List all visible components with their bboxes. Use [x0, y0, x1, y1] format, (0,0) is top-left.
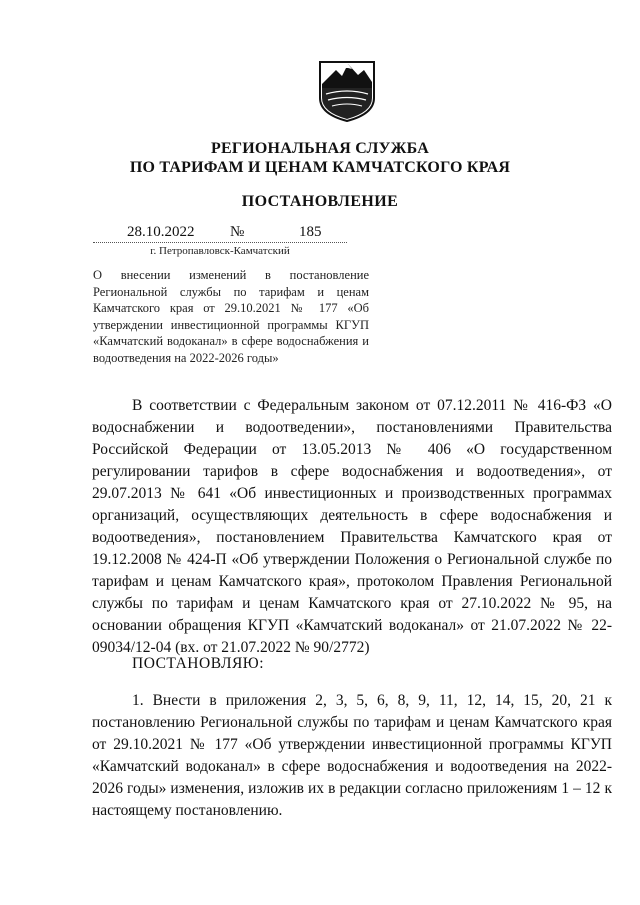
date-number-line: [93, 224, 347, 243]
document-number: 185: [299, 224, 322, 240]
item-1-paragraph: 1. Внести в приложения 2, 3, 5, 6, 8, 9, 11, 12, 14, 15, 20, 21 к постановлению Региональной службы по тарифам и ценам Камчатского края от 29.10.2021 № 177 «Об утверждении инвестиционной программы КГУП «Камчатский водоканал» в сфере водоснабжения и водоотведения на 2022-2026 годы» изменения, изложив их в редакции согласно приложениям 1 – 12 к настоящему постановлению.: [92, 692, 612, 819]
number-sign: №: [230, 224, 245, 240]
organization-name-line1: РЕГИОНАЛЬНАЯ СЛУЖБА: [211, 140, 429, 157]
organization-name-line2: ПО ТАРИФАМ И ЦЕНАМ КАМЧАТСКОГО КРАЯ: [129, 159, 511, 176]
document-subject: О внесении изменений в постановление Региональной службы по тарифам и ценам Камчатского края от 29.10.2021 № 177 «Об утверждении инвестиционной программы КГУП «Камчатский водоканал» в сфере водоснабжения и водоотведения на 2022-2026 годы»: [93, 268, 369, 365]
decree-heading: ПОСТАНОВЛЯЮ:: [132, 655, 265, 672]
preamble-paragraph: В соответствии с Федеральным законом от 07.12.2011 № 416-ФЗ «О водоснабжении и водоотведении», постановлениями Правительства Российской Федерации от 13.05.2013 № 406 «О государственном регулировании тарифов в сфере водоснабжения и водоотведения», от 29.07.2013 № 641 «Об инвестиционных и производственных программах организаций, осуществляющих деятельность в сфере водоснабжения и водоотведения», постановлением Правительства Камчатского края от 19.12.2008 № 424-П «Об утверждении Положения о Региональной службе по тарифам и ценам Камчатского края», протоколом Правления Региональной службы по тарифам и ценам Камчатского края от 27.10.2022 № 95, на основании обращения КГУП «Камчатский водоканал» от 21.07.2022 № 22-09034/12-04 (вх. от 21.07.2022 № 90/2772): [92, 397, 612, 656]
city: г. Петропавловск-Камчатский: [150, 245, 290, 257]
organization-name: [0, 139, 640, 177]
kamchatka-emblem-icon: [318, 58, 376, 122]
document-type: ПОСТАНОВЛЕНИЕ: [241, 193, 399, 210]
document-date: 28.10.2022: [127, 224, 195, 240]
